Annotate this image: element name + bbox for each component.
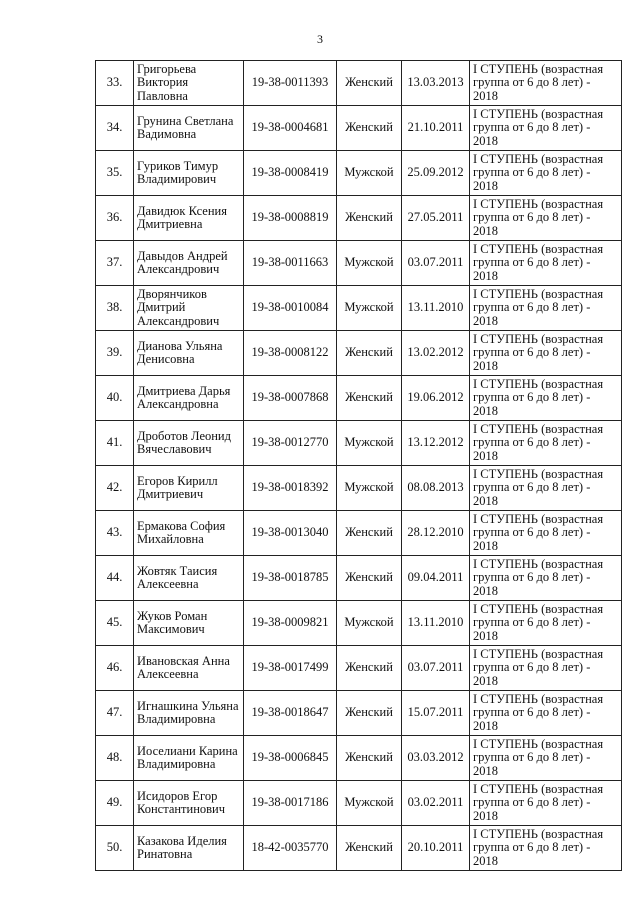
full-name-cell: Гуриков Тимур Владимирович	[134, 151, 244, 196]
registry-id-cell: 19-38-0004681	[244, 106, 337, 151]
registry-id-cell: 19-38-0018647	[244, 691, 337, 736]
row-number-cell: 39.	[96, 331, 134, 376]
level-year: 2018	[473, 448, 498, 463]
row-number-cell: 50.	[96, 826, 134, 871]
level-text: I СТУПЕНЬ (возрастная группа от 6 до 8 лет) -	[473, 826, 604, 855]
full-name-cell: Егоров Кирилл Дмитриевич	[134, 466, 244, 511]
registry-id-cell: 19-38-0010084	[244, 286, 337, 331]
gender-cell: Мужской	[337, 601, 402, 646]
level-year: 2018	[473, 313, 498, 328]
birth-date-cell: 20.10.2011	[402, 826, 470, 871]
gender-cell: Женский	[337, 826, 402, 871]
gender-cell: Женский	[337, 736, 402, 781]
level-cell	[470, 601, 622, 646]
table-row	[96, 151, 622, 196]
full-name-cell: Дианова Ульяна Денисовна	[134, 331, 244, 376]
full-name-cell: Дмитриева Дарья Александровна	[134, 376, 244, 421]
level-text: I СТУПЕНЬ (возрастная группа от 6 до 8 лет) -	[473, 511, 604, 540]
level-cell	[470, 286, 622, 331]
gender-cell: Женский	[337, 556, 402, 601]
birth-date-cell: 15.07.2011	[402, 691, 470, 736]
full-name-cell: Казакова Иделия Ринатовна	[134, 826, 244, 871]
level-cell	[470, 331, 622, 376]
level-year: 2018	[473, 178, 498, 193]
row-number-cell: 37.	[96, 241, 134, 286]
table-row	[96, 196, 622, 241]
level-cell	[470, 646, 622, 691]
birth-date-cell: 13.11.2010	[402, 286, 470, 331]
level-year: 2018	[473, 628, 498, 643]
table-row	[96, 646, 622, 691]
level-cell	[470, 511, 622, 556]
participants-table	[95, 60, 622, 871]
table-row	[96, 691, 622, 736]
level-year: 2018	[473, 493, 498, 508]
full-name-cell: Давидюк Ксения Дмитриевна	[134, 196, 244, 241]
level-cell	[470, 826, 622, 871]
level-text: I СТУПЕНЬ (возрастная группа от 6 до 8 лет) -	[473, 781, 604, 810]
full-name-cell: Иоселиани Карина Владимировна	[134, 736, 244, 781]
registry-id-cell: 19-38-0017499	[244, 646, 337, 691]
level-text: I СТУПЕНЬ (возрастная группа от 6 до 8 лет) -	[473, 646, 604, 675]
row-number-cell: 47.	[96, 691, 134, 736]
row-number-cell: 34.	[96, 106, 134, 151]
table-row	[96, 241, 622, 286]
birth-date-cell: 03.03.2012	[402, 736, 470, 781]
level-text: I СТУПЕНЬ (возрастная группа от 6 до 8 лет) -	[473, 556, 604, 585]
level-text: I СТУПЕНЬ (возрастная группа от 6 до 8 лет) -	[473, 421, 604, 450]
birth-date-cell: 09.04.2011	[402, 556, 470, 601]
birth-date-cell: 19.06.2012	[402, 376, 470, 421]
registry-id-cell: 19-38-0008419	[244, 151, 337, 196]
birth-date-cell: 28.12.2010	[402, 511, 470, 556]
table-row	[96, 331, 622, 376]
registry-id-cell: 19-38-0012770	[244, 421, 337, 466]
row-number-cell: 48.	[96, 736, 134, 781]
gender-cell: Женский	[337, 376, 402, 421]
birth-date-cell: 08.08.2013	[402, 466, 470, 511]
table-row	[96, 421, 622, 466]
row-number-cell: 40.	[96, 376, 134, 421]
table-row	[96, 286, 622, 331]
full-name-cell: Григорьева Виктория Павловна	[134, 61, 244, 106]
level-cell	[470, 691, 622, 736]
row-number-cell: 38.	[96, 286, 134, 331]
birth-date-cell: 25.09.2012	[402, 151, 470, 196]
full-name-cell: Дворянчиков Дмитрий Александрович	[134, 286, 244, 331]
row-number-cell: 42.	[96, 466, 134, 511]
gender-cell: Женский	[337, 691, 402, 736]
row-number-cell: 44.	[96, 556, 134, 601]
birth-date-cell: 13.11.2010	[402, 601, 470, 646]
level-cell	[470, 376, 622, 421]
full-name-cell: Жовтяк Таисия Алексеевна	[134, 556, 244, 601]
level-text: I СТУПЕНЬ (возрастная группа от 6 до 8 лет) -	[473, 241, 604, 270]
full-name-cell: Игнашкина Ульяна Владимировна	[134, 691, 244, 736]
table-row	[96, 736, 622, 781]
birth-date-cell: 27.05.2011	[402, 196, 470, 241]
level-year: 2018	[473, 853, 498, 868]
table-row	[96, 511, 622, 556]
level-text: I СТУПЕНЬ (возрастная группа от 6 до 8 лет) -	[473, 736, 604, 765]
registry-id-cell: 18-42-0035770	[244, 826, 337, 871]
gender-cell: Женский	[337, 511, 402, 556]
level-year: 2018	[473, 583, 498, 598]
level-year: 2018	[473, 268, 498, 283]
full-name-cell: Ивановская Анна Алексеевна	[134, 646, 244, 691]
table-row	[96, 781, 622, 826]
level-cell	[470, 736, 622, 781]
birth-date-cell: 13.12.2012	[402, 421, 470, 466]
full-name-cell: Дроботов Леонид Вячеславович	[134, 421, 244, 466]
row-number-cell: 41.	[96, 421, 134, 466]
level-year: 2018	[473, 718, 498, 733]
full-name-cell: Исидоров Егор Константинович	[134, 781, 244, 826]
level-cell	[470, 421, 622, 466]
registry-id-cell: 19-38-0008819	[244, 196, 337, 241]
row-number-cell: 46.	[96, 646, 134, 691]
level-year: 2018	[473, 88, 498, 103]
gender-cell: Мужской	[337, 151, 402, 196]
row-number-cell: 35.	[96, 151, 134, 196]
level-cell	[470, 556, 622, 601]
birth-date-cell: 03.07.2011	[402, 241, 470, 286]
full-name-cell: Грунина Светлана Вадимовна	[134, 106, 244, 151]
level-text: I СТУПЕНЬ (возрастная группа от 6 до 8 лет) -	[473, 196, 604, 225]
registry-id-cell: 19-38-0018392	[244, 466, 337, 511]
table-row	[96, 106, 622, 151]
birth-date-cell: 03.02.2011	[402, 781, 470, 826]
level-cell	[470, 106, 622, 151]
table-row	[96, 601, 622, 646]
level-year: 2018	[473, 673, 498, 688]
gender-cell: Мужской	[337, 466, 402, 511]
level-text: I СТУПЕНЬ (возрастная группа от 6 до 8 лет) -	[473, 466, 604, 495]
gender-cell: Мужской	[337, 781, 402, 826]
level-year: 2018	[473, 763, 498, 778]
registry-id-cell: 19-38-0008122	[244, 331, 337, 376]
level-text: I СТУПЕНЬ (возрастная группа от 6 до 8 лет) -	[473, 601, 604, 630]
gender-cell: Мужской	[337, 286, 402, 331]
level-year: 2018	[473, 358, 498, 373]
row-number-cell: 45.	[96, 601, 134, 646]
level-cell	[470, 151, 622, 196]
level-text: I СТУПЕНЬ (возрастная группа от 6 до 8 лет) -	[473, 691, 604, 720]
level-cell	[470, 61, 622, 106]
birth-date-cell: 21.10.2011	[402, 106, 470, 151]
table-row	[96, 466, 622, 511]
registry-id-cell: 19-38-0007868	[244, 376, 337, 421]
table-row	[96, 376, 622, 421]
row-number-cell: 33.	[96, 61, 134, 106]
level-text: I СТУПЕНЬ (возрастная группа от 6 до 8 лет) -	[473, 61, 604, 90]
registry-id-cell: 19-38-0009821	[244, 601, 337, 646]
level-cell	[470, 241, 622, 286]
level-year: 2018	[473, 538, 498, 553]
full-name-cell: Ермакова София Михайловна	[134, 511, 244, 556]
level-year: 2018	[473, 403, 498, 418]
level-cell	[470, 781, 622, 826]
registry-id-cell: 19-38-0011663	[244, 241, 337, 286]
gender-cell: Женский	[337, 61, 402, 106]
birth-date-cell: 13.02.2012	[402, 331, 470, 376]
table-row	[96, 556, 622, 601]
row-number-cell: 49.	[96, 781, 134, 826]
registry-id-cell: 19-38-0013040	[244, 511, 337, 556]
birth-date-cell: 13.03.2013	[402, 61, 470, 106]
birth-date-cell: 03.07.2011	[402, 646, 470, 691]
full-name-cell: Жуков Роман Максимович	[134, 601, 244, 646]
level-text: I СТУПЕНЬ (возрастная группа от 6 до 8 лет) -	[473, 331, 604, 360]
registry-id-cell: 19-38-0006845	[244, 736, 337, 781]
gender-cell: Женский	[337, 331, 402, 376]
gender-cell: Мужской	[337, 421, 402, 466]
table-row	[96, 61, 622, 106]
level-year: 2018	[473, 223, 498, 238]
level-year: 2018	[473, 133, 498, 148]
full-name-cell: Давыдов Андрей Александрович	[134, 241, 244, 286]
level-year: 2018	[473, 808, 498, 823]
level-cell	[470, 466, 622, 511]
gender-cell: Мужской	[337, 241, 402, 286]
registry-id-cell: 19-38-0011393	[244, 61, 337, 106]
registry-id-cell: 19-38-0018785	[244, 556, 337, 601]
table-row	[96, 826, 622, 871]
registry-id-cell: 19-38-0017186	[244, 781, 337, 826]
level-text: I СТУПЕНЬ (возрастная группа от 6 до 8 лет) -	[473, 376, 604, 405]
row-number-cell: 36.	[96, 196, 134, 241]
gender-cell: Женский	[337, 196, 402, 241]
row-number-cell: 43.	[96, 511, 134, 556]
level-text: I СТУПЕНЬ (возрастная группа от 6 до 8 лет) -	[473, 151, 604, 180]
table-body	[96, 61, 622, 871]
gender-cell: Женский	[337, 646, 402, 691]
level-text: I СТУПЕНЬ (возрастная группа от 6 до 8 лет) -	[473, 286, 604, 315]
gender-cell: Женский	[337, 106, 402, 151]
level-text: I СТУПЕНЬ (возрастная группа от 6 до 8 лет) -	[473, 106, 604, 135]
page-number: 3	[317, 32, 323, 46]
level-cell	[470, 196, 622, 241]
